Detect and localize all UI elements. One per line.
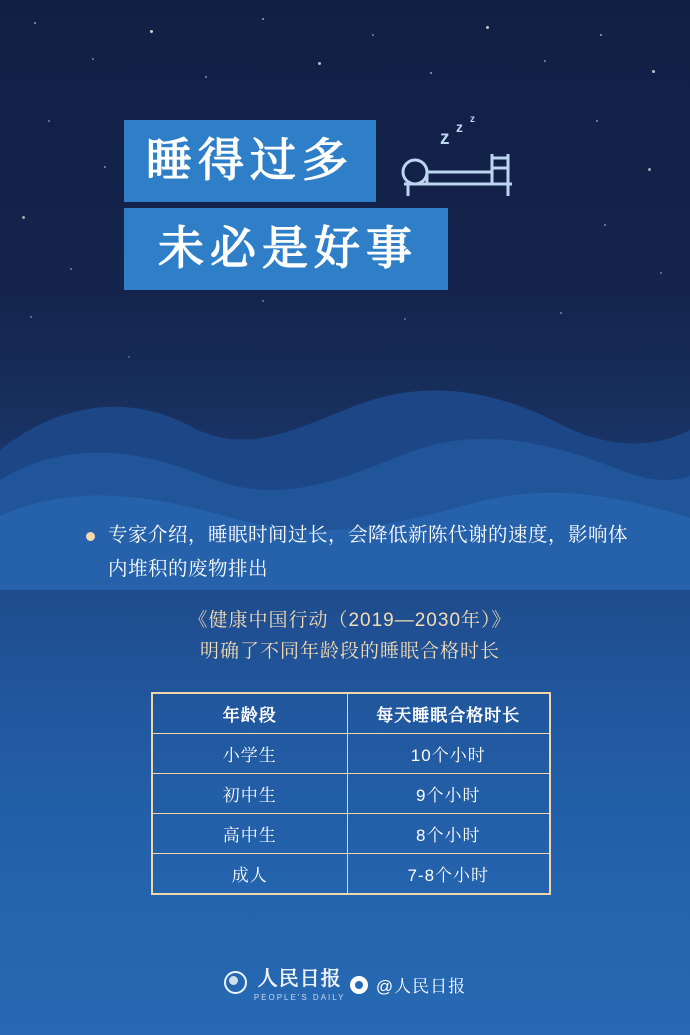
table-cell-duration: 9个小时 xyxy=(347,774,549,814)
weibo-handle-row[interactable] xyxy=(350,972,466,997)
headline-line-2: 未必是好事 xyxy=(124,208,448,290)
footer-brand xyxy=(0,960,690,1002)
lead-paragraph-text: 专家介绍，睡眠时间过长，会降低新陈代谢的速度，影响体内堆积的废物排出 xyxy=(108,524,629,580)
weibo-icon xyxy=(350,976,368,994)
weibo-verified-icon xyxy=(224,971,247,994)
table-cell-duration: 8个小时 xyxy=(347,814,549,854)
table-cell-age: 初中生 xyxy=(153,774,348,814)
table-row xyxy=(153,854,550,894)
headline-line-1: 睡得过多 xyxy=(124,120,376,202)
table-cell-duration: 10个小时 xyxy=(347,734,549,774)
bullet-dot-icon xyxy=(86,532,95,541)
lead-paragraph-block xyxy=(86,518,631,586)
sleep-duration-table xyxy=(151,692,551,895)
brand-name: 人民日报 xyxy=(257,968,342,990)
policy-quote-line-2: 明确了不同年龄段的睡眠合格时长 xyxy=(199,641,500,662)
snore-z-small: z xyxy=(470,114,475,125)
table-row xyxy=(153,774,550,814)
table-header-cell-age: 年龄段 xyxy=(153,694,348,734)
table-header-cell-duration: 每天睡眠合格时长 xyxy=(347,694,549,734)
table-cell-duration: 7-8个小时 xyxy=(347,854,549,894)
table-header-row xyxy=(153,694,550,734)
policy-quote-line-1: 《健康中国行动（2019—2030年）》 xyxy=(188,610,512,631)
weibo-handle: @人民日报 xyxy=(375,977,467,996)
table-cell-age: 成人 xyxy=(153,854,348,894)
table-cell-age: 高中生 xyxy=(153,814,348,854)
table-cell-age: 小学生 xyxy=(153,734,348,774)
table-row xyxy=(153,814,550,854)
headline xyxy=(0,120,690,290)
snore-z-medium: z xyxy=(456,119,463,135)
snore-z-large: z xyxy=(440,128,450,149)
table-row xyxy=(153,734,550,774)
brand-logo-line xyxy=(224,962,346,1002)
brand-subtitle: PEOPLE'S DAILY xyxy=(253,993,346,1002)
policy-quote xyxy=(150,605,550,667)
